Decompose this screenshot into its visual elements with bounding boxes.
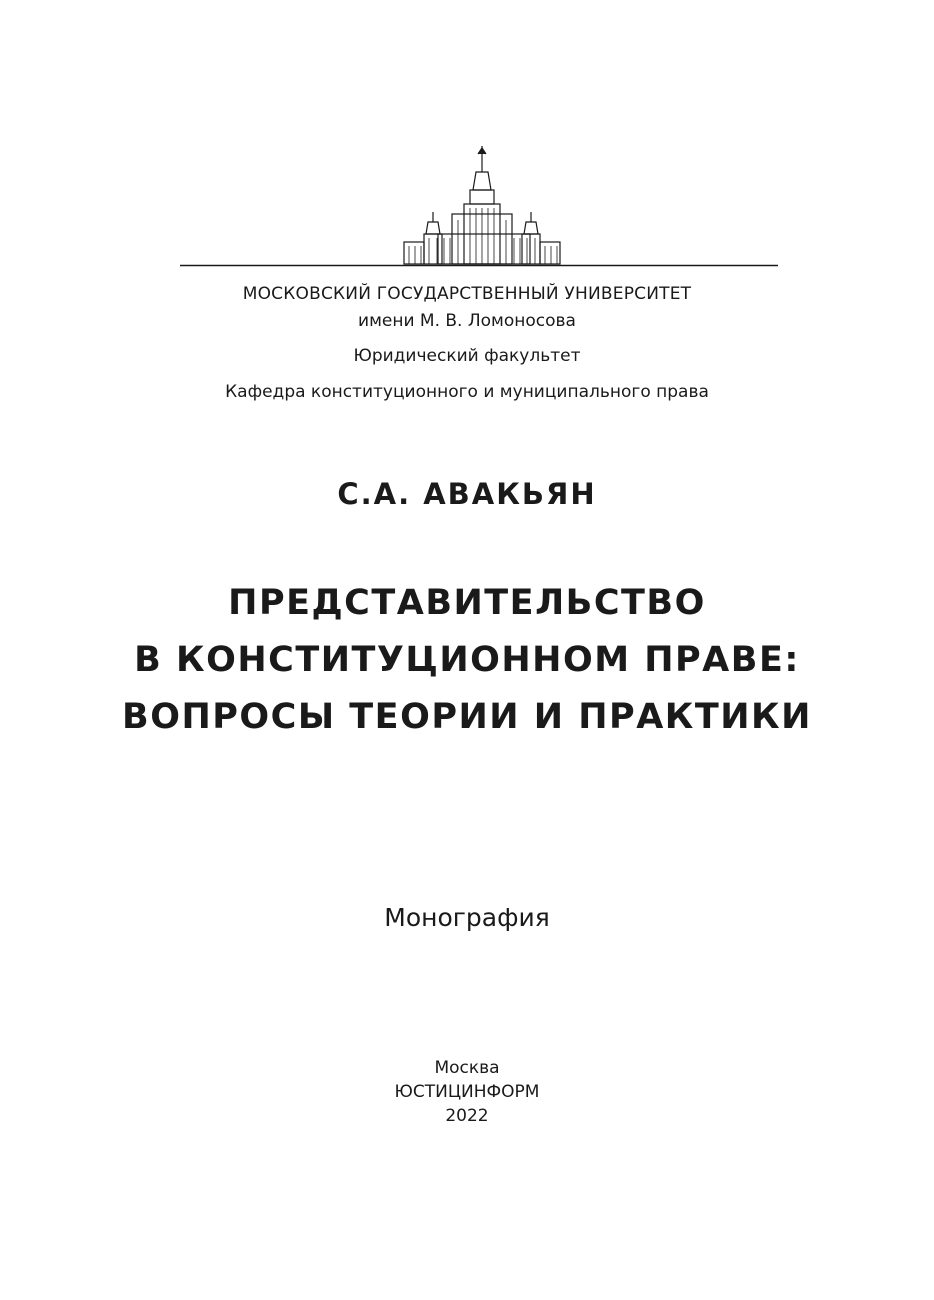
faculty-name: Юридический факультет [353, 346, 581, 366]
imprint-year: 2022 [445, 1106, 489, 1126]
author-name: С.А. АВАКЬЯН [337, 477, 597, 511]
genre-label: Монография [384, 903, 550, 932]
title-line-2: В КОНСТИТУЦИОННОМ ПРАВЕ: [134, 640, 800, 680]
book-title [0, 575, 934, 746]
university-name: МОСКОВСКИЙ ГОСУДАРСТВЕННЫЙ УНИВЕРСИТЕТ [242, 284, 692, 304]
title-line-3: ВОПРОСЫ ТЕОРИИ И ПРАКТИКИ [122, 697, 812, 737]
department-name: Кафедра конституционного и муниципального права [225, 382, 709, 402]
imprint-city: Москва [434, 1058, 500, 1078]
university-named-after: имени М. В. Ломоносова [358, 311, 576, 331]
imprint-publisher: ЮСТИЦИНФОРМ [394, 1082, 540, 1102]
title-line-1: ПРЕДСТАВИТЕЛЬСТВО [228, 583, 706, 623]
imprint [0, 1056, 934, 1128]
msu-building-logo [180, 142, 778, 274]
